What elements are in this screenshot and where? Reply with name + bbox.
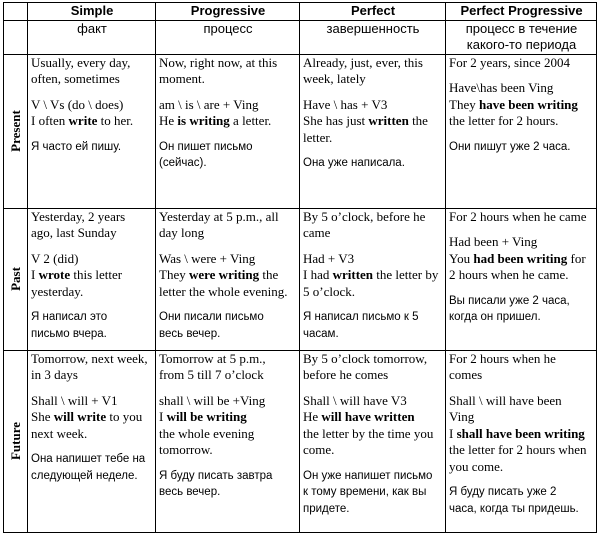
- cell-line: the letter for 2 hours when: [449, 442, 587, 457]
- cell-line: Already, just, ever, this: [303, 54, 423, 70]
- cell-past-progressive: [156, 208, 300, 350]
- line-gap: [31, 130, 153, 139]
- row-label-future: [4, 350, 28, 532]
- cell-line: письмо вчера.: [31, 327, 107, 340]
- cell-line: I often write to her.: [31, 113, 134, 128]
- row-future: [4, 350, 597, 532]
- subheader-perfect: завершенность: [300, 20, 446, 54]
- header-simple: Simple: [28, 3, 156, 21]
- cell-line: Я буду писать завтра: [159, 469, 273, 482]
- cell-line: Он уже напишет письмо: [303, 469, 433, 482]
- cell-line: next week.: [31, 425, 88, 441]
- cell-line: ago, last Sunday: [31, 225, 117, 240]
- line-gap: [31, 384, 153, 393]
- cell-line: For 2 hours when he came: [449, 208, 587, 224]
- cell-line: shall \ will be +Ving: [159, 392, 266, 408]
- line-gap: [31, 242, 153, 251]
- cell-line: You had been writing for: [449, 250, 586, 266]
- row-label-text: Future: [7, 421, 23, 461]
- cell-line: you come.: [449, 458, 504, 474]
- cell-line: Я буду писать уже 2: [449, 486, 557, 498]
- cell-line: V \ Vs (do \ does): [31, 96, 124, 112]
- line-gap: [303, 300, 443, 309]
- cell-line: I shall have been writing: [449, 425, 585, 441]
- cell-line: the whole evening: [159, 425, 255, 441]
- cell-line: 2 hours when he came.: [449, 267, 569, 282]
- cell-present-perfect: [300, 54, 446, 208]
- row-label-past: [4, 208, 28, 350]
- cell-line: Я часто ей пишу.: [31, 140, 122, 153]
- cell-line: Они пишут уже 2 часа.: [449, 140, 571, 153]
- cell-line: By 5 o’clock tomorrow,: [303, 350, 428, 366]
- line-gap: [449, 130, 594, 139]
- line-gap: [31, 300, 153, 309]
- cell-line: I had written the letter by: [303, 267, 439, 282]
- cell-line: Now, right now, at this: [159, 54, 278, 70]
- cell-line: Shall \ will + V1: [31, 392, 118, 408]
- cell-line: Я написал это: [31, 311, 108, 323]
- cell-line: day long: [159, 225, 205, 240]
- cell-line: yesterday.: [31, 283, 84, 299]
- cell-future-perfect-progressive: [446, 350, 597, 532]
- header-progressive: Progressive: [156, 3, 300, 21]
- cell-line: Shall \ will have V3: [303, 392, 407, 408]
- cell-future-progressive: [156, 350, 300, 532]
- cell-line: For 2 years, since 2004: [449, 54, 570, 70]
- line-gap: [303, 384, 443, 393]
- cell-line: часам.: [303, 327, 339, 340]
- header-perfect-progressive: Perfect Progressive: [446, 3, 597, 21]
- line-gap: [159, 459, 297, 468]
- line-gap: [449, 71, 594, 80]
- cell-line: следующей неделе.: [31, 469, 138, 482]
- cell-line: Tomorrow at 5 p.m.,: [159, 350, 266, 366]
- subheader-simple: факт: [28, 20, 156, 54]
- cell-line: (сейчас).: [159, 157, 207, 169]
- line-gap: [303, 459, 443, 468]
- cell-line: часа, когда ты придешь.: [449, 502, 579, 515]
- cell-present-progressive: [156, 54, 300, 208]
- cell-line: I will be writing: [159, 409, 247, 424]
- cell-line: comes: [449, 367, 483, 382]
- corner-subcell: [4, 20, 28, 54]
- cell-line: They have been writing: [449, 96, 578, 112]
- cell-line: Had + V3: [303, 250, 355, 266]
- cell-line: Was \ were + Ving: [159, 250, 256, 266]
- line-gap: [449, 475, 594, 484]
- cell-line: from 5 till 7 o’clock: [159, 367, 264, 382]
- cell-line: Shall \ will have been: [449, 392, 562, 408]
- cell-line: Tomorrow, next week,: [31, 350, 148, 366]
- cell-line: Have\has been Ving: [449, 80, 554, 95]
- cell-line: Я написал письмо к 5: [303, 311, 419, 323]
- cell-line: Yesterday, 2 years: [31, 208, 126, 224]
- cell-line: I wrote this letter: [31, 267, 123, 282]
- line-gap: [449, 384, 594, 393]
- cell-line: in 3 days: [31, 367, 78, 382]
- row-label-text: Present: [7, 110, 23, 152]
- cell-line: am \ is \ are + Ving: [159, 96, 259, 112]
- cell-line: before he comes: [303, 367, 389, 382]
- row-present: [4, 54, 597, 208]
- cell-line: Have \ has + V3: [303, 96, 388, 112]
- cell-present-perfect-progressive: [446, 54, 597, 208]
- cell-line: Она уже написала.: [303, 157, 405, 169]
- cell-line: Yesterday at 5 p.m., all: [159, 208, 279, 224]
- cell-past-simple: [28, 208, 156, 350]
- cell-line: week, lately: [303, 71, 366, 86]
- header-perfect: Perfect: [300, 3, 446, 21]
- cell-line: когда он пришел.: [449, 311, 541, 323]
- line-gap: [159, 130, 297, 139]
- cell-future-simple: [28, 350, 156, 532]
- cell-line: She will write to you: [31, 409, 143, 424]
- cell-future-perfect: [300, 350, 446, 532]
- cell-line: letter the whole evening.: [159, 283, 288, 299]
- cell-line: By 5 o’clock, before he: [303, 208, 426, 224]
- cell-line: moment.: [159, 71, 205, 86]
- subheader-row: [4, 20, 597, 54]
- cell-line: She has just written the: [303, 113, 428, 128]
- line-gap: [303, 242, 443, 251]
- subheader-progressive: процесс: [156, 20, 300, 54]
- header-row: [4, 3, 597, 21]
- cell-line: Вы писали уже 2 часа,: [449, 294, 570, 307]
- subheader-perfect-progressive: процесс в течение какого-то периода: [446, 20, 597, 54]
- cell-line: He is writing a letter.: [159, 113, 272, 128]
- cell-line: He will have written: [303, 409, 415, 424]
- row-label-present: [4, 54, 28, 208]
- cell-past-perfect: [300, 208, 446, 350]
- row-label-text: Past: [7, 267, 23, 291]
- cell-line: letter.: [303, 129, 333, 145]
- cell-line: They were writing the: [159, 267, 279, 282]
- cell-present-simple: [28, 54, 156, 208]
- cell-line: 5 o’clock.: [303, 283, 355, 299]
- cell-line: Usually, every day,: [31, 54, 131, 70]
- line-gap: [449, 284, 594, 293]
- cell-line: Она напишет тебе на: [31, 453, 146, 465]
- line-gap: [159, 384, 297, 393]
- cell-line: often, sometimes: [31, 71, 120, 86]
- line-gap: [303, 146, 443, 155]
- cell-line: Он пишет письмо: [159, 140, 253, 153]
- cell-line: Они писали письмо: [159, 311, 264, 323]
- cell-line: V 2 (did): [31, 250, 79, 266]
- cell-line: come.: [303, 442, 335, 457]
- line-gap: [159, 88, 297, 97]
- tense-table: [3, 2, 597, 533]
- cell-line: the letter for 2 hours.: [449, 113, 559, 128]
- line-gap: [31, 88, 153, 97]
- cell-line: For 2 hours when he: [449, 350, 556, 366]
- cell-past-perfect-progressive: [446, 208, 597, 350]
- row-past: [4, 208, 597, 350]
- cell-line: the letter by the time you: [303, 425, 434, 441]
- line-gap: [31, 442, 153, 451]
- line-gap: [159, 242, 297, 251]
- cell-line: к тому времени, как вы: [303, 486, 427, 498]
- line-gap: [303, 88, 443, 97]
- corner-cell: [4, 3, 28, 21]
- cell-line: Ving: [449, 409, 475, 424]
- cell-line: came: [303, 225, 331, 240]
- cell-line: tomorrow.: [159, 442, 213, 457]
- cell-line: весь вечер.: [159, 327, 221, 340]
- cell-line: придете.: [303, 502, 350, 515]
- cell-line: Had been + Ving: [449, 234, 538, 249]
- cell-line: весь вечер.: [159, 486, 221, 498]
- line-gap: [159, 300, 297, 309]
- line-gap: [449, 225, 594, 234]
